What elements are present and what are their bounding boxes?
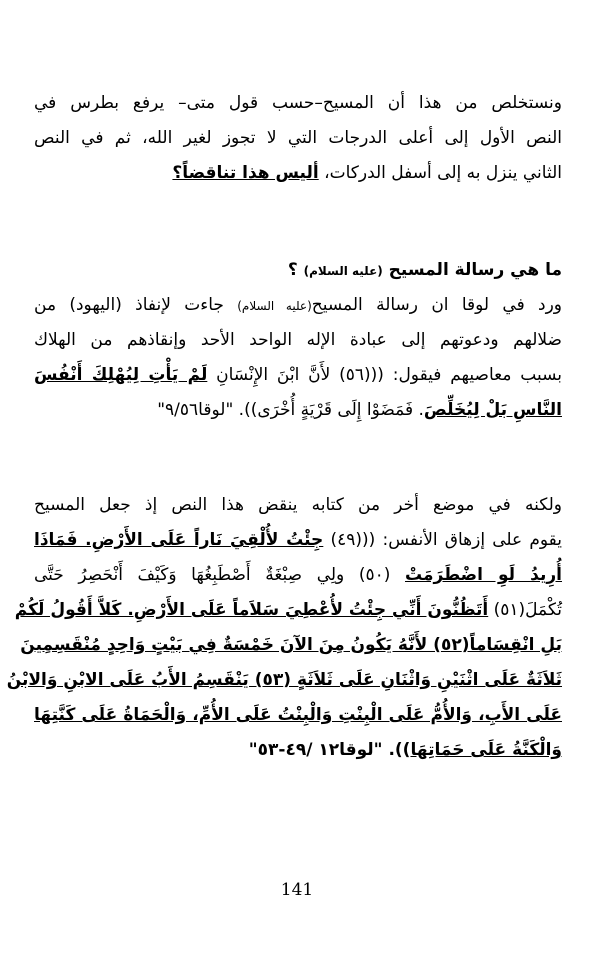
p3-line-4 (14, 593, 562, 628)
p3-quote-underlined-2: أُرِيدُ لَوِ اضْطَرَمَتْ (405, 565, 562, 585)
p3-line-8-b: )). "لوقا١٢ /٤٩-٥٣" (248, 740, 411, 760)
paragraph-2 (34, 288, 562, 428)
p3-line-7: عَلَى الأَبِ، وَالأُمُّ عَلَى الْبِنْتِ وَالْبِنْتُ عَلَى الأُمِّ، وَالْحَمَاةُ عَلَى كَنَّتِهَا (34, 705, 562, 725)
p2-quote-underlined-1: لَمْ يَأْتِ لِيُهْلِكَ أَنْفُسَ (34, 365, 208, 385)
heading-honorific: (عليه السلام) (303, 264, 383, 278)
p2-line-3-a: بسبب معاصيهم فيقول: (((٥٦) لأَنَّ ابْنَ الإِنْسَانِ (207, 365, 562, 385)
paragraph-3 (6, 488, 562, 768)
p2-line-1 (34, 288, 562, 323)
p3-quote-underlined-4: وَالْكَنَّةُ عَلَى حَمَاتِهَا (410, 740, 562, 760)
paragraph-1 (34, 86, 562, 191)
p3-line-1: ولكنه في موضع أخر من كتابه ينقض هذا النص إذ جعل المسيح (34, 495, 562, 515)
p2-line-4 (34, 393, 562, 428)
p3-line-2-a: يقوم على إزهاق الأنفس: (((٤٩) (323, 530, 562, 550)
p1-line-3 (34, 156, 562, 191)
p1-question-underlined: أليس هذا تناقضاً؟ (172, 163, 319, 183)
p2-line-1-c: جاءت لإنفاذ (اليهود) من (34, 295, 238, 315)
p1-line-3-text: الثاني ينزل به إلى أسفل الدركات، (318, 163, 562, 183)
p3-line-4-a: تُكْمَلَ(٥١) (488, 600, 562, 620)
p1-line-1: ونستخلص من هذا أن المسيح–حسب قول متى– يرفع بطرس في (34, 93, 562, 113)
p2-line-3 (34, 358, 562, 393)
p3-line-5: بَلِ انْقِسَاماً(٥٢) لأَنَّهُ يَكُونُ مِنَ الآنَ خَمْسَةٌ فِي بَيْتٍ وَاحِدٍ مُنْقَسِمِينَ (20, 635, 562, 655)
section-heading (34, 253, 562, 288)
p3-line-3-b: (٥٠) ولِي صِبْغَةٌ أَصْطَبِغُهَا وَكَيْفَ أَنْحَصِرُ حَتَّى (34, 565, 405, 585)
p3-quote-underlined-3: أَتَظُنُّونَ أَنِّي جِئْتُ لأُعْطِيَ سَلاَماً عَلَى الأَرْضِ. كَلاَّ أَقُولُ لَكُمْ (14, 600, 489, 620)
p3-quote-underlined-1: جِئْتُ لأُلْقِيَ نَاراً عَلَى الأَرْضِ. فَمَاذَا (34, 530, 324, 550)
p2-honorific: (عليه السلام) (237, 299, 312, 313)
page-number: 141 (280, 880, 314, 900)
heading-text: ما هي رسالة المسيح (382, 260, 562, 280)
p3-line-8 (34, 733, 562, 768)
p1-line-2: النص الأول إلى أعلى الدرجات التي لا تجوز لغير الله، ثم في النص (34, 128, 562, 148)
p2-line-1-a: ورد في لوقا ان رسالة المسيح (311, 295, 562, 315)
p2-quote-underlined-2: النَّاسِ بَلْ لِيُخَلِّصَ (423, 400, 562, 420)
p3-line-3 (34, 558, 562, 593)
p2-line-2: ضلالهم ودعوتهم إلى عبادة الإله الواحد الأحد وإنقاذهم من الهلاك (34, 330, 562, 350)
p3-line-6: ثَلاَثَةٌ عَلَى اثْنَيْنِ وَاثْنَانِ عَلَى ثَلاَثَةٍ (٥٣) يَنْقَسِمُ الأَبُ عَلَى الابْنِ وَالابْنُ (6, 670, 562, 690)
heading-question-mark: ؟ (287, 260, 304, 280)
p3-line-2 (34, 523, 562, 558)
p2-line-4-b: . فَمَضَوْا إِلَى قَرْيَةٍ أُخْرَى)). "لوقا٩/٥٦" (157, 400, 424, 420)
